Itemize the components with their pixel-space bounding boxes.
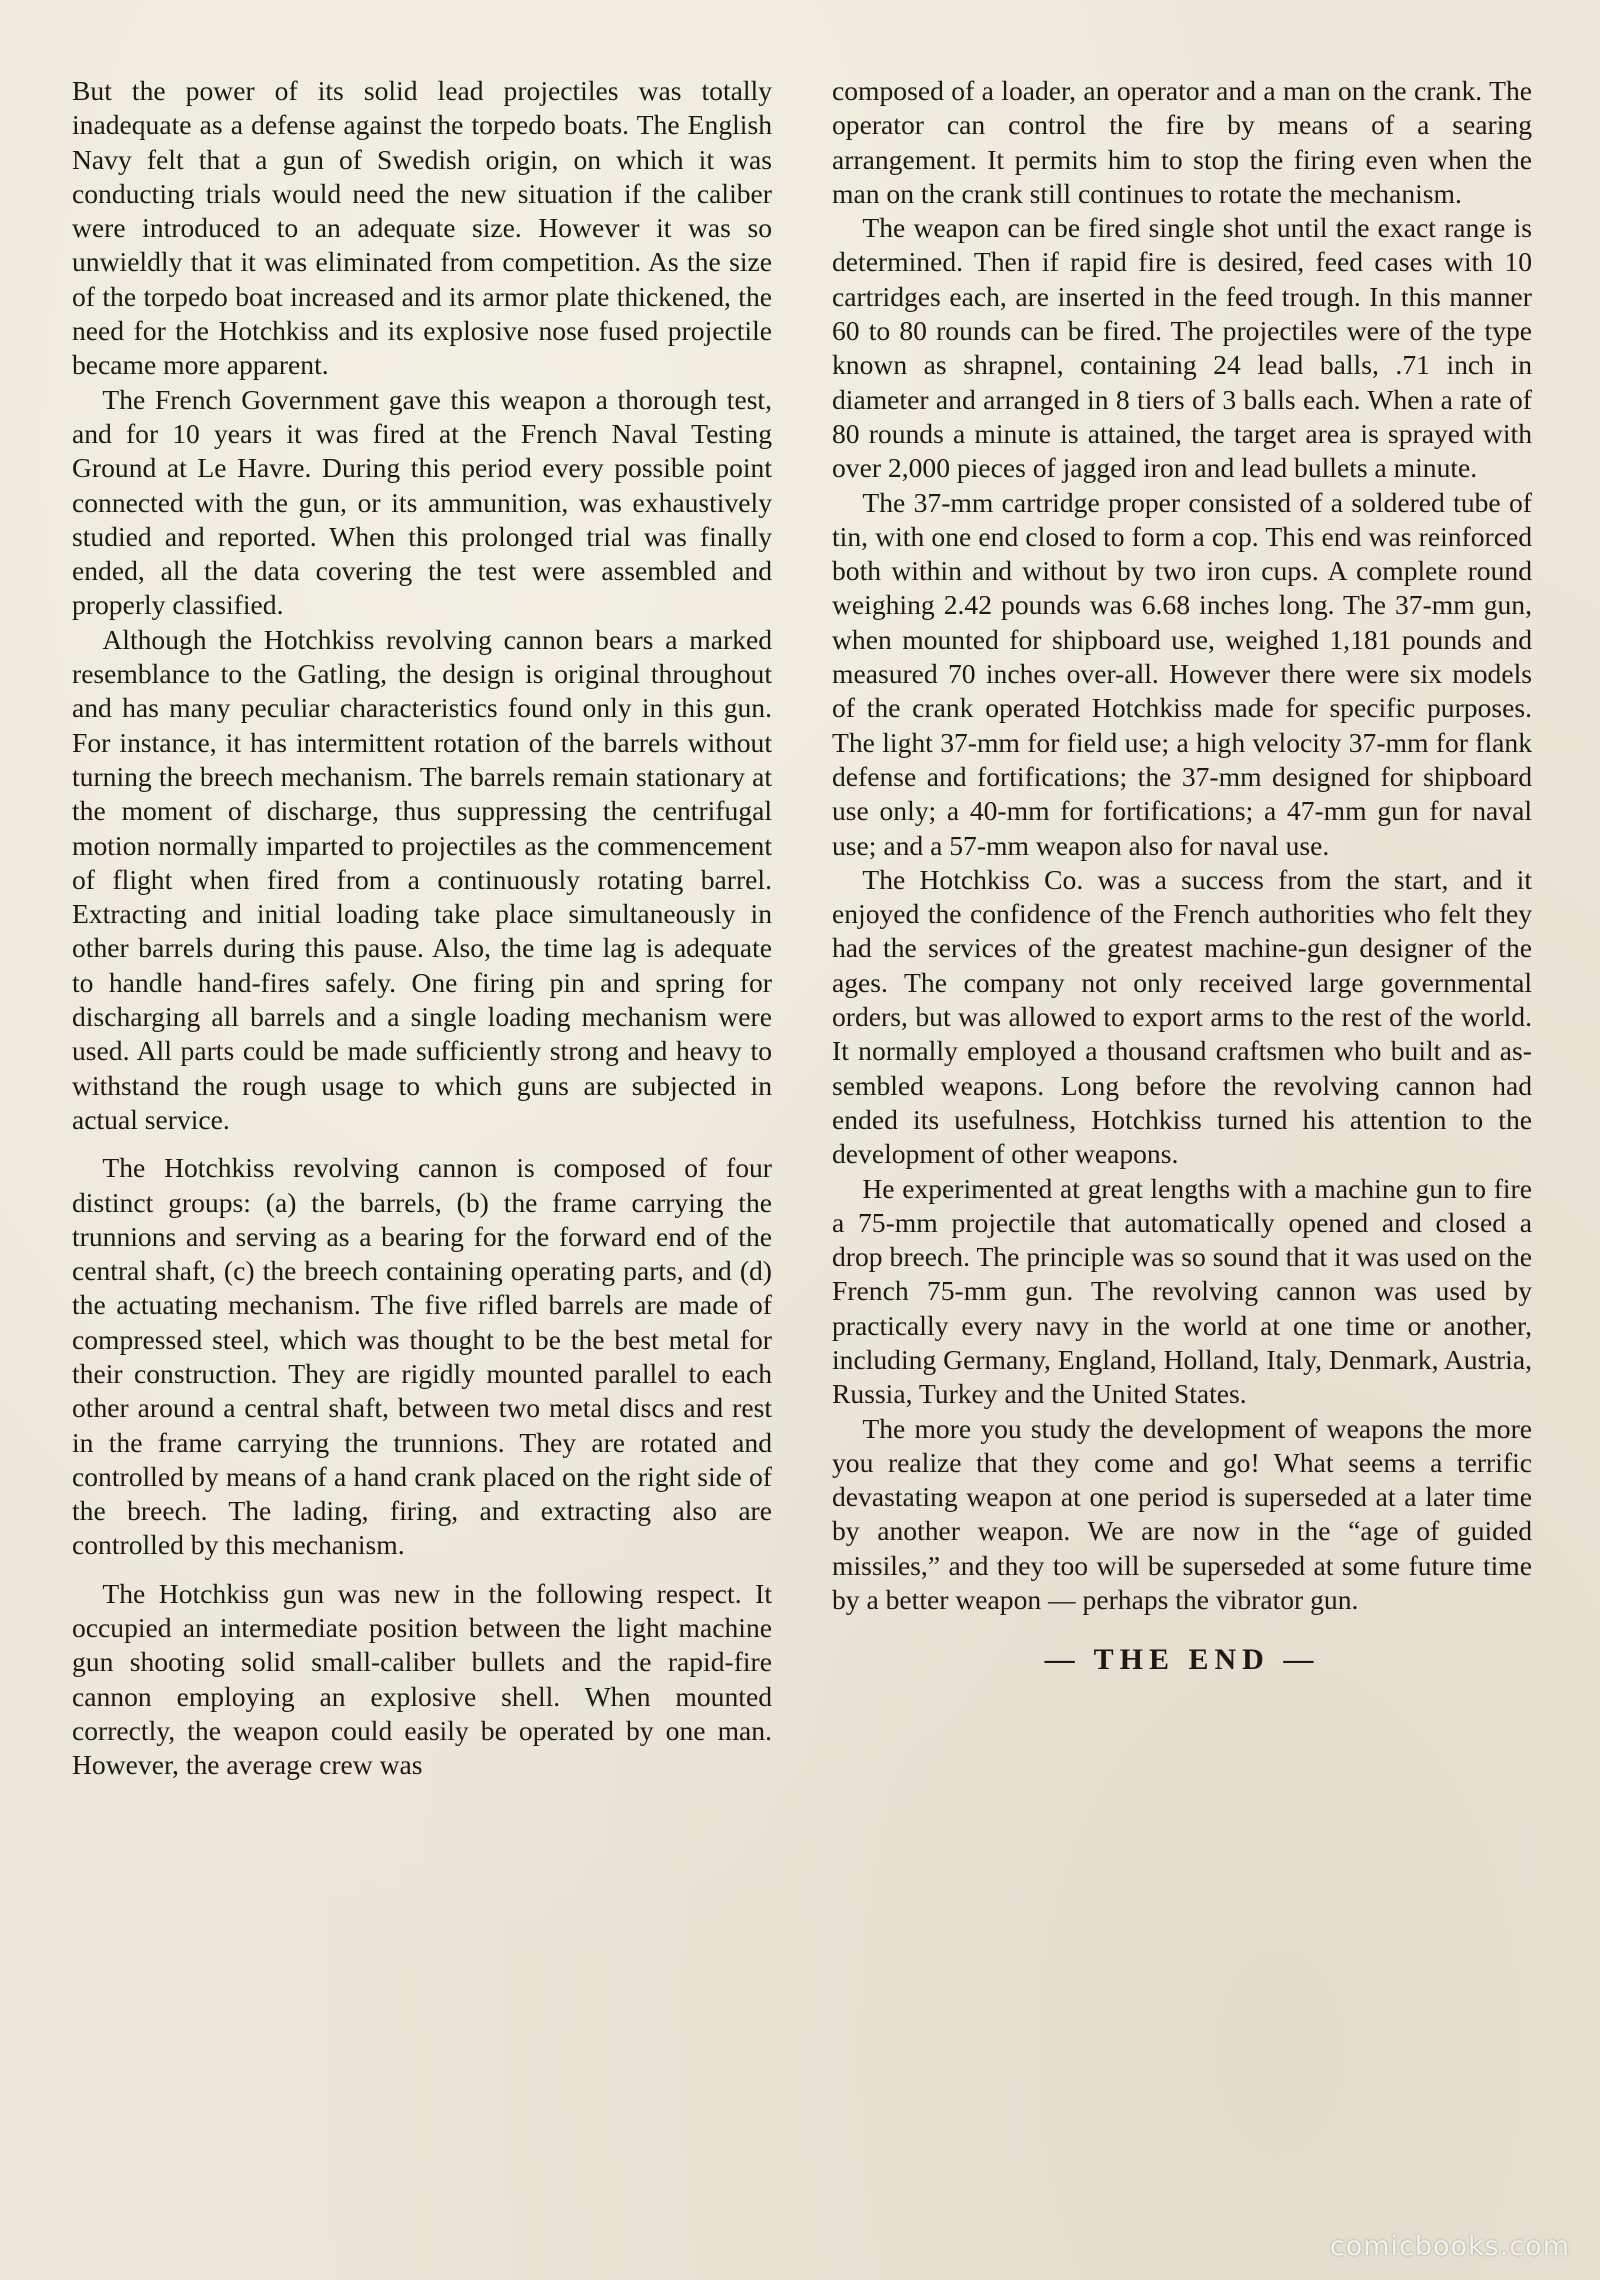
paragraph: composed of a loader, an operator and a man on the crank. The operator can control the fire by means of a searing arrangement. It permits him to stop the firing even when the man on the crank still continues to rotate the mechanism. xyxy=(832,75,1532,209)
article-body xyxy=(72,74,1532,2194)
paragraph: The 37-mm cartridge proper consisted of a soldered tube of tin, with one end closed to form a cop. This end was reinforced both within and without by two iron cups. A complete round weighing 2.42 pounds was 6.68 inches long. The 37-mm gun, when mounted for shipboard use, weighed 1,181 pounds and measured 70 inches over-all. However there were six models of the crank operated Hotchkiss made for specific purposes. The light 37-mm for field use; a high velocity 37-mm for flank defense and fortifications; the 37-mm designed for shipboard use only; a 40-mm for fortifications; a 47-mm gun for naval use; and a 57-mm weapon also for naval use. xyxy=(832,486,1532,861)
paragraph: The Hotchkiss gun was new in the following respect. It occupied an intermediate position between the light machine gun shooting solid small-caliber bullets and the rapid-fire cannon employing an explosive shell. When mounted correctly, the weapon could easily be operated by one man. However, the average crew was xyxy=(72,1577,772,1781)
paragraph: The Hotchkiss Co. was a success from the start, and it enjoyed the confidence of the French authorities who felt they had the services of the greatest machine-gun designer of the ages. The company not only received large governmental orders, but was allowed to export arms to the rest of the world. It normally employed a thousand craftsmen who built and assembled weapons. Long before the revolving cannon had ended its usefulness, Hotchkiss turned his attention to the development of other weapons. xyxy=(832,863,1532,1170)
left-column xyxy=(72,74,772,2194)
paragraph: He experimented at great lengths with a machine gun to fire a 75-mm projectile that automatically opened and closed a drop breech. The principle was so sound that it was used on the French 75-mm gun. The revolving cannon was used by practically every navy in the world at one time or another, including Germany, England, Holland, Italy, Denmark, Austria, Russia, Turkey and the United States. xyxy=(832,1172,1532,1410)
paragraph: But the power of its solid lead projectiles was totally inadequate as a defense against the torpedo boats. The English Navy felt that a gun of Swedish origin, on which it was conducting trials would need the new situation if the caliber were introduced to an adequate size. However it was so unwieldly that it was eliminated from competition. As the size of the torpedo boat increased and its armor plate thickened, the need for the Hotchkiss and its explosive nose fused projectile became more apparent. xyxy=(72,75,772,381)
paragraph: Although the Hotchkiss revolving cannon bears a marked resemblance to the Gatling, the design is original throughout and has many peculiar characteristics found only in this gun. For instance, it has intermittent rotation of the barrels without turning the breech mechanism. The barrels remain stationary at the moment of discharge, thus suppressing the centrifugal motion normally imparted to projectiles as the commencement of flight when fired from a continuously rotating barrel. Extracting and initial loading take place simultaneously in other barrels during this pause. Also, the time lag is adequate to handle hand-fires safely. One firing pin and spring for discharging all barrels and a single loading mechanism were used. All parts could be made sufficiently strong and heavy to withstand the rough usage to which guns are subjected in actual service. xyxy=(72,623,772,1135)
paragraph: The French Government gave this weapon a thorough test, and for 10 years it was fired at the French Naval Testing Ground at Le Havre. During this period every possible point connected with the gun, or its ammunition, was exhaustively studied and reported. When this prolonged trial was finally ended, all the data covering the test were assembled and properly classified. xyxy=(72,383,772,621)
paragraph: The weapon can be fired single shot until the exact range is determined. Then if rapid fire is desired, feed cases with 10 cartridges each, are inserted in the feed trough. In this manner 60 to 80 rounds can be fired. The projectiles were of the type known as shrapnel, containing 24 lead balls, .71 inch in diameter and arranged in 8 tiers of 3 balls each. When a rate of 80 rounds a minute is attained, the target area is sprayed with over 2,000 pieces of jagged iron and lead bullets a minute. xyxy=(832,212,1532,484)
watermark: comicbooks.com xyxy=(1329,2231,1570,2262)
end-mark: — THE END — xyxy=(1044,1643,1320,1677)
paragraph: The more you study the development of weapons the more you realize that they come and go! What seems a terrific devastating weapon at one period is superseded at a later time by another weapon. We are now in the “age of guided missiles,” and they too will be superseded at some future time by a better weapon — perhaps the vibrator gun. xyxy=(832,1412,1532,1616)
paragraph: The Hotchkiss revolving cannon is composed of four distinct groups: (a) the barrels, (b) the frame carrying the trunnions and serving as a bearing for the forward end of the central shaft, (c) the breech containing operating parts, and (d) the actuating mechanism. The five rifled barrels are made of compressed steel, which was thought to be the best metal for their construction. They are rigidly mounted parallel to each other around a central shaft, between two metal discs and rest in the frame carrying the trunnions. They are rotated and controlled by means of a hand crank placed on the right side of the breech. The lading, firing, and extracting also are controlled by this mechanism. xyxy=(72,1152,772,1561)
right-column xyxy=(832,74,1532,2194)
